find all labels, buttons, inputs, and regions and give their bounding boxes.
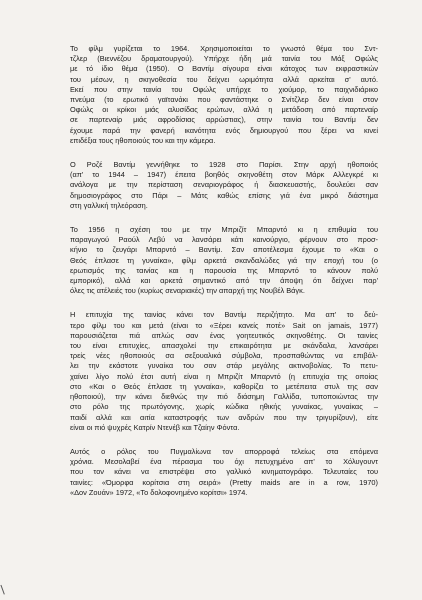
text-line: Θεός έπλασε τη γυναίκα», φίλμ αρκετά σκανδαλώδες γιά την εποχή του (ο <box>70 255 378 265</box>
text-line: εμπορικό), αλλά και αρκετά σημαντικό από την άποψη ότι δείχνει παρ' <box>70 276 378 286</box>
text-line: παρουσιάζεται πιά απλώς σαν ένας γοητευτικός σκηνοθέτης. Οι ταινίες <box>70 330 378 340</box>
text-line: δημοσιογράφος στο Πάρι – Μάτς καθώς επίσης γιά ένα μικρό διάστημα <box>70 190 378 200</box>
text-line: παιδί αλλά και αιτία καταστροφής των ανδρών που την τριγυρίζουν), είτε <box>70 412 378 422</box>
paragraph <box>70 44 378 146</box>
text-line: Αυτός ο ρόλος του Πυγμαλίωνα τον απορροφά τελείως στα επόμενα <box>70 446 378 456</box>
text-line: Ο Ροζέ Βαντίμ γεννήθηκε το 1928 στο Παρίσι. Στην αρχή ηθοποιός <box>70 160 378 170</box>
text-line: με τό ίδιο θέμα (1950). Ο Βαντίμ σίγουρα είναι κάτοχος των εκφραστικών <box>70 64 378 74</box>
paragraph <box>70 225 378 296</box>
text-line: «Δον Ζουάν» 1972, «Το δολοφονημένο κορίτσι» 1974. <box>70 487 248 497</box>
text-line: χρόνια. Μεσολαβεί ένα πέρασμα του όχι πετυχημένο απ' το Χόλυγουντ <box>70 457 378 467</box>
text-line: έχουμε παρά την φανερή ικανότητα ενός δημιουργού που ξέρει να κινεί <box>70 125 378 135</box>
text-line: (απ' το 1944 – 1947) έπειτα βοηθός σκηνοθέτη στον Μάρκ Αλλεγκρέ κι <box>70 170 378 180</box>
text-line: Εκεί που στην ταινία του Οφώλς υπήρχε το χιούμορ, το παιχνιδιάρικο <box>70 84 378 94</box>
paragraph <box>70 310 378 432</box>
text-line: Το 1956 η σχέση του με την Μπριζίτ Μπαρντό κι η επιθυμία του <box>70 225 378 235</box>
text-line: ηθοποιού), την κάνει διεθνώς την πιό διάσημη Γαλλίδα, τυποποιώντας την <box>70 392 378 402</box>
text-line: τερο φίλμ του και μετά (είναι το «Ξέρει κανείς ποτέ» Sait on jamais, 1977) <box>70 320 378 330</box>
text-line: είναι οι πιό ψυχρές Κατρίν Ντενέβ και Τζαίην Φόντα. <box>70 422 240 432</box>
text-line: χαίνει λίγο πολύ έτσι αυτή είναι η Μπριζίτ Μπαρντό (η επιτυχία της οποίας <box>70 371 378 381</box>
text-line: επιδέξια τους ηθοποιούς του και την κάμερα. <box>70 135 216 145</box>
text-line: παραγωγού Ραούλ Λεβύ να λανσάρει κάτι καινούργιο, φέρνουν στο προσ- <box>70 235 378 245</box>
paragraph <box>70 160 378 211</box>
text-line: που τον κάνει να επιστρέψει στο γαλλικό κινηματογράφο. Τελευταίες του <box>70 467 378 477</box>
text-line: ερωτισμός της ταινίας και η παρουσία της Μπαρντό το κάνουν πολύ <box>70 265 378 275</box>
text-line: κήνιο το ζευγάρι Μπαρντό – Βαντίμ. Σαν αποτέλεσμα έχουμε το «Και ο <box>70 245 378 255</box>
text-line: Η επιτυχία της ταινίας κάνει τον Βαντίμ περιζήτητο. Μα απ' το δεύ- <box>70 310 378 320</box>
text-line: σε παρτεναίρ μιάς αφροδίσιας αρρώστιας), στην ταινία του Βαντίμ δεν <box>70 115 378 125</box>
text-line: τζλερ (Βιεννέζου δραματουργού). Υπήρχε ήδη μιά ταινία του Μάξ Οφώλς <box>70 54 378 64</box>
text-line: Το φίλμ γυρίζεται το 1964. Χρησιμοποιείται το γνωστό θέμα του Σντ- <box>70 44 378 53</box>
text-line: του είναι επιτυχίες, απασχολεί την επικαιρότητα με σκάνδαλα, λανσάρει <box>70 341 378 351</box>
text-line: λει την εκάστοτε γυναίκα του σαν στάρ μεγάλης ακτινοβολίας. Το πετυ- <box>70 361 378 371</box>
text-line: ανάλογα με την περίσταση σεναριογράφος ή διασκευαστής, δουλεύει σαν <box>70 180 378 190</box>
text-line: στο ρόλο της πρωτόγονης, χωρίς κώδικα ηθικής γυναίκας, γυναίκας – <box>70 402 378 412</box>
text-line: όλες τις ατέλειές του (κυρίως σεναριακές) την απαρχή της Νουβέλ Βάγκ. <box>70 286 305 296</box>
text-line: Οφώλς οι κρίκοι μιάς αλυσίδας ερώτων, αλλά η μετάδοση από παρτεναίρ <box>70 105 378 115</box>
text-line: πνεύμα (το ερωτικό γαϊτανάκι που φαντάστηκε ο Σνίτζλερ δεν είναι στον <box>70 95 378 105</box>
paragraph <box>70 447 378 498</box>
text-line: ταινίες: «Όμορφα κορίτσια στη σειρά» (Pretty maids are in a row, 1970) <box>70 477 378 487</box>
text-line: στο «Και ο Θεός έπλασε τη γυναίκα», καθορίζει το μετέπειτα στυλ της σαν <box>70 381 378 391</box>
text-line: στη γαλλική τηλεόραση. <box>70 200 148 210</box>
text-line: του μέσων, η σκηνοθεσία του δείχνει ωριμότητα αλλά αρκείται σ' αυτό. <box>70 74 378 84</box>
article-body <box>70 44 378 498</box>
text-line: τρείς νέες ηθοποιούς σα σεξουαλικά σύμβολα, προσπαθώντας να επιβάλ- <box>70 351 378 361</box>
scan-mark <box>0 583 8 594</box>
